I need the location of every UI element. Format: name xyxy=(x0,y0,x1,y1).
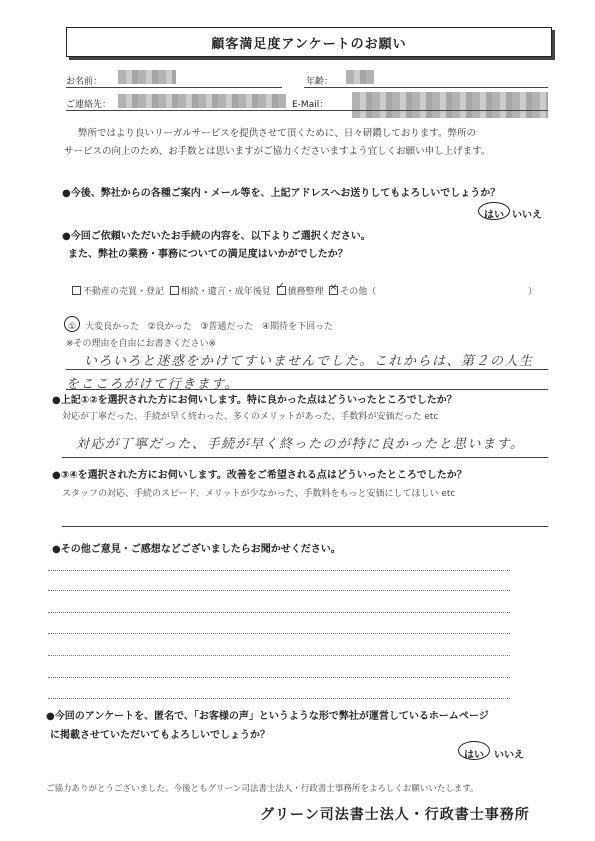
rating-good: ②良かった xyxy=(147,322,192,332)
age-redacted xyxy=(346,70,374,84)
q1-question: ●今後、弊社からの各種ご案内・メール等を、上記アドレスへお送りしてもよろしいでしょうか？ xyxy=(62,188,501,199)
q2-answer-line-2 xyxy=(66,389,548,390)
firm-name: グリーン司法書士法人・行政書士事務所 xyxy=(260,807,530,823)
q5-line-4 xyxy=(48,633,510,634)
q3-answer-line xyxy=(62,457,548,458)
q6-question-line-2: に掲載させていただいてもよろしいでしょうか？ xyxy=(50,730,270,741)
q6-no: いいえ xyxy=(494,750,524,761)
q4-answer-line xyxy=(62,526,548,527)
q6-question-line-1: ●今回のアンケートを、匿名で、「お客様の声」というような形で弊社が運営しているホームページ xyxy=(46,711,489,722)
rating-below: ④期待を下回った xyxy=(262,322,334,332)
q2-reason-label: ※その理由を自由にお書きください※ xyxy=(66,339,217,349)
age-label: 年齢： xyxy=(306,77,334,87)
option-other-close: ） xyxy=(528,287,538,297)
q4-example: スタッフの対応、手続のスピード、メリットが少なかった、手数料をもっと安価にしてほしい etc xyxy=(62,489,456,499)
q2-question-line-2: また、弊社の業務・事務についての満足度はいかがでしたか？ xyxy=(68,249,348,260)
intro-line-1: 弊所ではより良いリーガルサービスを提供させて頂くために、日々研鑽しております。弊所の xyxy=(78,128,477,139)
checkbox-other-checked: × xyxy=(329,282,338,293)
name-underline xyxy=(66,87,282,88)
q3-handwritten: 対応が丁寧だった、手続が早く終ったのが特に良かったと思います。 xyxy=(76,437,525,452)
q5-line-1 xyxy=(48,570,510,571)
thanks-text: ご協力ありがとうございました。今後ともグリーン司法書士法人・行政書士事務所をよろしくお願いいたします。 xyxy=(46,784,479,794)
q2-handwritten-line-1: いろいろと迷惑をかけてすいませんでした。これからは、第２の人生 xyxy=(84,354,534,369)
q5-line-7 xyxy=(48,698,510,699)
q6-yes-circle xyxy=(458,741,490,760)
checkbox-debt-checked: ✓ xyxy=(277,286,286,295)
q5-line-5 xyxy=(48,655,510,656)
q6-yes: はい xyxy=(464,750,484,761)
contact-underline xyxy=(66,110,548,111)
rating-average: ③普通だった xyxy=(200,322,254,332)
q1-yes: はい xyxy=(484,210,504,221)
rating-very-good: ① 大変良かった xyxy=(68,322,140,332)
q5-line-6 xyxy=(48,677,510,678)
checkbox-inheritance xyxy=(170,286,179,295)
q2-ratings-row xyxy=(68,319,333,332)
q5-question: ●その他ご意見・ご感想などございましたらお聞かせください。 xyxy=(52,544,341,555)
checkbox-real-estate xyxy=(72,286,81,295)
rating-selected-circle xyxy=(64,316,80,332)
option-other: その他（ xyxy=(340,287,377,297)
q1-no: いいえ xyxy=(512,210,542,221)
q2-question-line-1: ●今回ご依頼いただいたお手続の内容を、以下よりご選択ください。 xyxy=(62,231,371,242)
q2-answer-line-1 xyxy=(66,369,548,370)
email-label: E-Mail： xyxy=(292,100,329,110)
q3-example: 対応が丁寧だった、手続が早く終わった、多くのメリットがあった、手数料が安価だった etc xyxy=(62,412,439,422)
q4-question: ●③④を選択された方にお伺いします。改善をご希望される点はどういったところでしたか？ xyxy=(52,470,467,481)
q5-line-3 xyxy=(48,612,510,613)
contact-redacted xyxy=(118,94,286,108)
q2-handwritten-line-2: をこころがけて行きます。 xyxy=(66,377,239,392)
page-title: 顧客満足度アンケートのお願い xyxy=(66,27,552,57)
option-real-estate: 不動産の売買・登記 xyxy=(83,287,165,297)
q1-yes-circle xyxy=(478,202,510,220)
q2-options-row xyxy=(72,281,377,297)
contact-label: ご連絡先： xyxy=(66,100,112,110)
option-debt: 債務整理 xyxy=(287,287,324,297)
option-inheritance: 相続・遺言・成年後見 xyxy=(180,287,271,297)
q3-question: ●上記①②を選択された方にお伺いします。特に良かった点はどういったところでしたか？ xyxy=(52,395,457,406)
q5-line-2 xyxy=(48,590,510,591)
email-redacted xyxy=(352,92,548,118)
name-label: お名前： xyxy=(66,77,103,87)
intro-line-2: サービスの向上のため、お手数とは思いますがご協力くださいますよう宜しくお願い申し上げます。 xyxy=(64,146,491,157)
name-redacted xyxy=(118,70,176,84)
age-underline xyxy=(304,87,548,88)
